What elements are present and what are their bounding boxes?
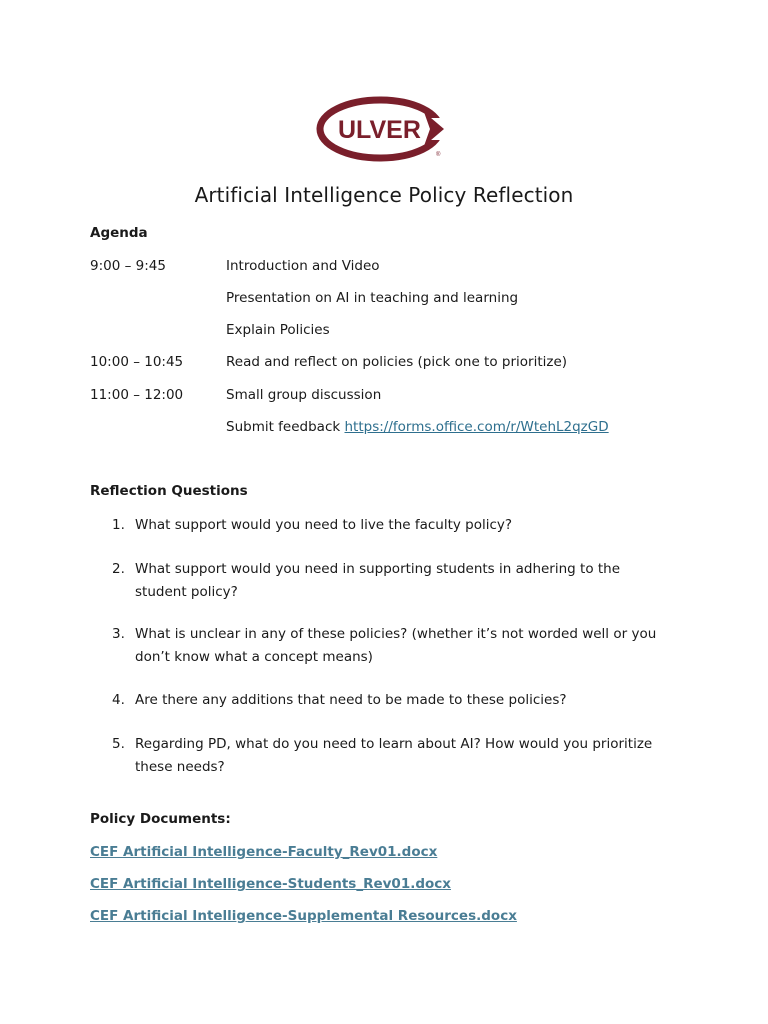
feedback-label: Submit feedback bbox=[226, 419, 345, 435]
document-link-row bbox=[90, 908, 517, 924]
document-link-row bbox=[90, 844, 437, 860]
document-link-row bbox=[90, 876, 451, 892]
agenda-heading: Agenda bbox=[90, 225, 148, 241]
culver-logo bbox=[316, 94, 448, 164]
agenda-item bbox=[226, 419, 609, 435]
agenda-item: Introduction and Video bbox=[226, 258, 380, 274]
question-text: What is unclear in any of these policies? (whether it’s not worded well or you don’t know what a concept means) bbox=[135, 626, 657, 665]
agenda-time: 11:00 – 12:00 bbox=[90, 387, 184, 403]
reflection-heading: Reflection Questions bbox=[90, 483, 248, 499]
page-title: Artificial Intelligence Policy Reflection bbox=[194, 183, 574, 207]
faculty-policy-link[interactable]: CEF Artificial Intelligence-Faculty_Rev01.docx bbox=[90, 844, 438, 860]
question-text: What support would you need to live the faculty policy? bbox=[135, 517, 513, 533]
question-text: What support would you need in supporting students in adhering to the student policy? bbox=[135, 561, 621, 600]
question-number: 3. bbox=[112, 626, 125, 642]
policy-documents-heading: Policy Documents: bbox=[90, 811, 231, 827]
question-number: 5. bbox=[112, 736, 125, 752]
supplemental-resources-link[interactable]: CEF Artificial Intelligence-Supplemental Resources.docx bbox=[90, 908, 517, 924]
agenda-item: Presentation on AI in teaching and learning bbox=[226, 290, 519, 306]
question-number: 4. bbox=[112, 692, 125, 708]
question-text: Are there any additions that need to be made to these policies? bbox=[135, 692, 567, 708]
question-number: 2. bbox=[112, 561, 125, 577]
agenda-time: 9:00 – 9:45 bbox=[90, 258, 166, 274]
students-policy-link[interactable]: CEF Artificial Intelligence-Students_Rev01.docx bbox=[90, 876, 451, 892]
svg-text:®: ® bbox=[436, 152, 441, 158]
feedback-form-link[interactable]: https://forms.office.com/r/WtehL2qzGD bbox=[344, 419, 609, 435]
agenda-item: Read and reflect on policies (pick one to prioritize) bbox=[226, 354, 568, 370]
question-text: Regarding PD, what do you need to learn about AI? How would you prioritize these needs? bbox=[135, 736, 653, 775]
agenda-item: Explain Policies bbox=[226, 322, 330, 338]
question-number: 1. bbox=[112, 517, 125, 533]
logo-text: ULVER bbox=[338, 116, 421, 144]
agenda-item: Small group discussion bbox=[226, 387, 382, 403]
agenda-time: 10:00 – 10:45 bbox=[90, 354, 184, 370]
